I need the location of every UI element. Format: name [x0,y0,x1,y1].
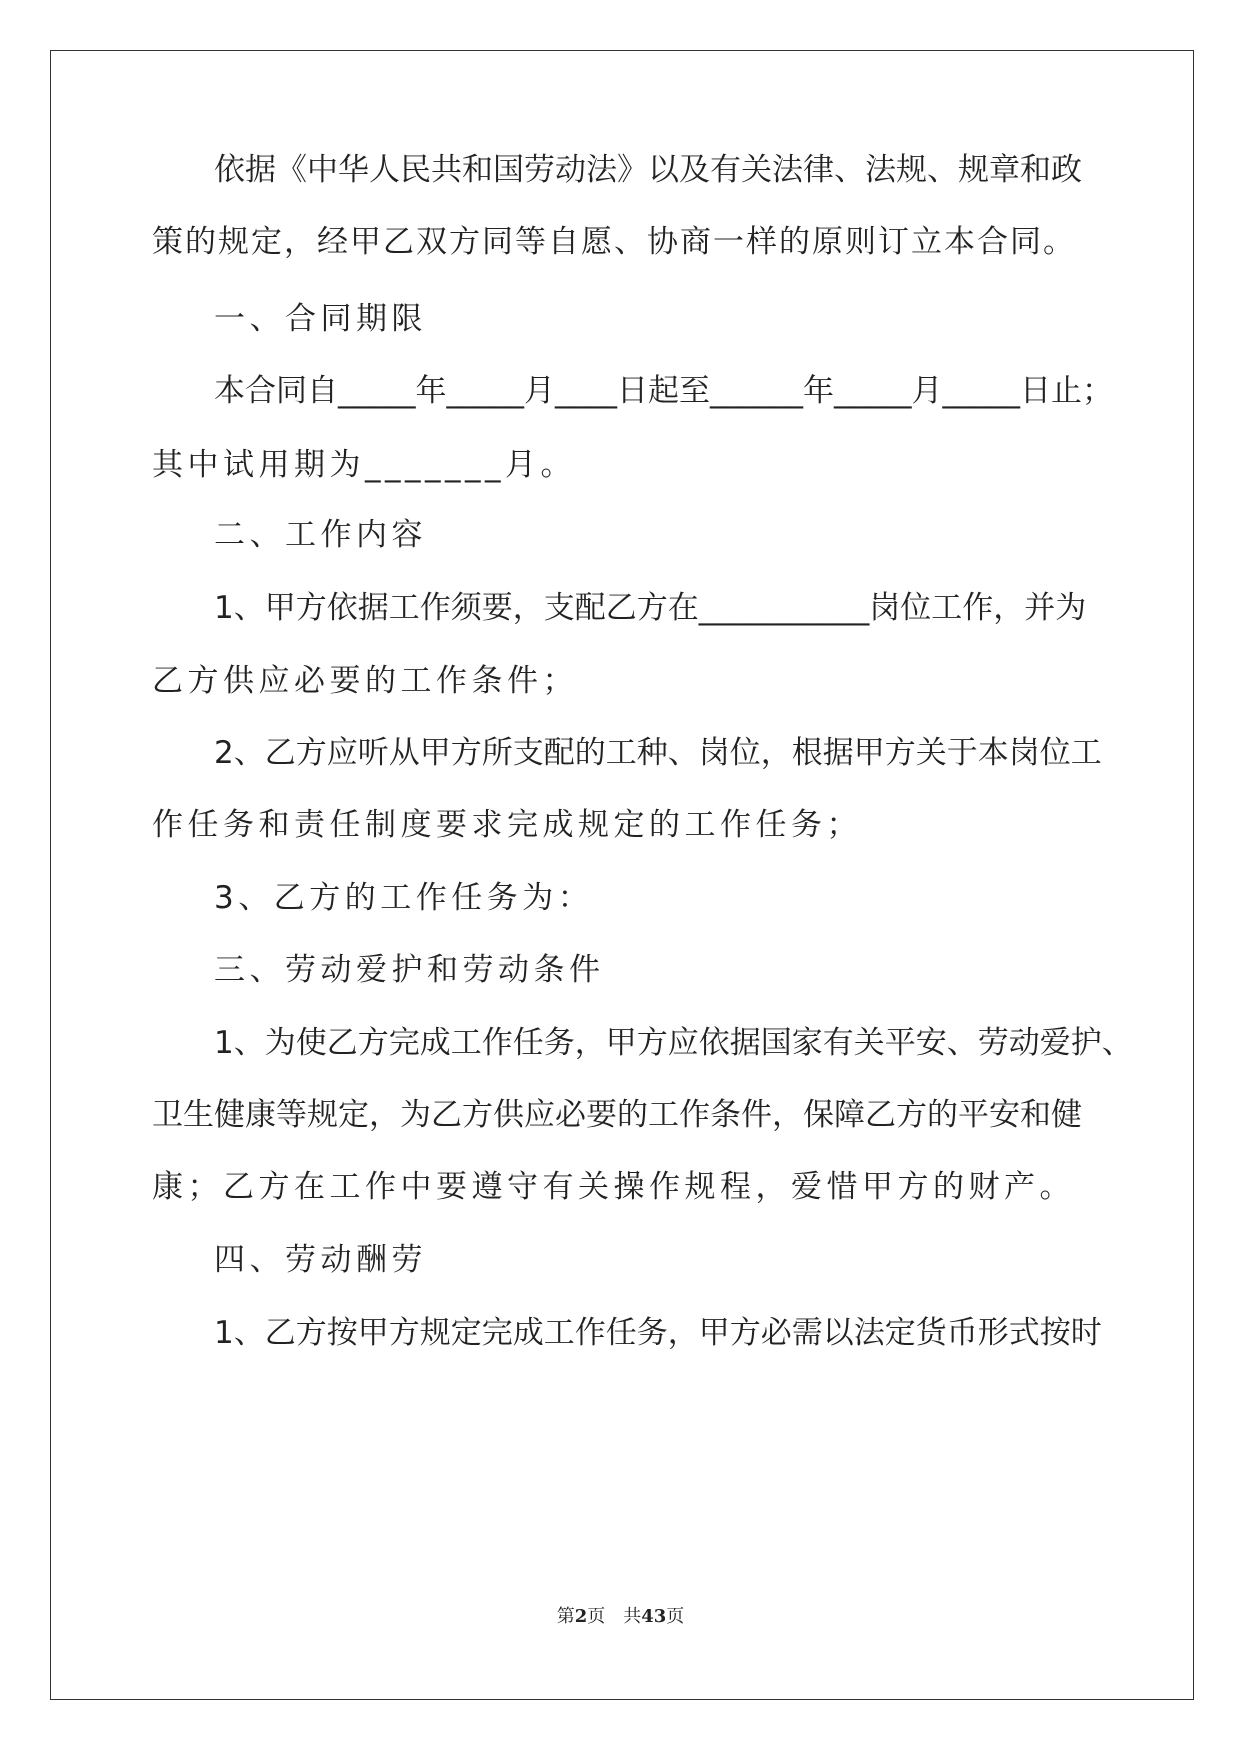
paragraph-line: 策的规定，经甲乙双方同等自愿、协商一样的原则订立本合同。 [152,224,1076,260]
page-suffix: 页 [587,1606,606,1627]
total-suffix: 页 [666,1606,685,1627]
paragraph-line: 1、为使乙方完成工作任务，甲方应依据国家有关平安、劳动爱护、 [214,1025,1133,1061]
paragraph-line: 康；乙方在工作中要遵守有关操作规程，爱惜甲方的财产。 [152,1169,1075,1205]
page-border [50,50,1194,1700]
section-heading: 二、工作内容 [214,517,427,553]
section-heading: 四、劳动酬劳 [214,1242,427,1278]
total-pages: 43 [641,1606,667,1627]
paragraph-line: 乙方供应必要的工作条件； [152,663,578,699]
paragraph-line: 本合同自_____年_____月____日起至______年_____月_____日止； [214,373,1113,409]
paragraph-line: 依据《中华人民共和国劳动法》以及有关法律、法规、规章和政 [214,152,1082,188]
paragraph-line: 作任务和责任制度要求完成规定的工作任务； [152,807,862,843]
paragraph-line: 卫生健康等规定，为乙方供应必要的工作条件，保障乙方的平安和健 [152,1097,1082,1133]
total-prefix: 共 [623,1606,642,1627]
page-prefix: 第 [556,1606,575,1627]
paragraph-line: 1、甲方依据工作须要，支配乙方在___________岗位工作，并为 [214,590,1087,626]
page-footer [0,1605,1241,1629]
paragraph-line: 3、乙方的工作任务为： [214,880,594,916]
paragraph-line: 其中试用期为_______月。 [152,447,576,483]
page-number: 2 [574,1606,588,1627]
paragraph-line: 1、乙方按甲方规定完成工作任务，甲方必需以法定货币形式按时 [214,1315,1102,1351]
section-heading: 一、合同期限 [214,301,427,337]
paragraph-line: 2、乙方应听从甲方所支配的工种、岗位，根据甲方关于本岗位工 [214,735,1102,771]
section-heading: 三、劳动爱护和劳动条件 [214,952,605,988]
